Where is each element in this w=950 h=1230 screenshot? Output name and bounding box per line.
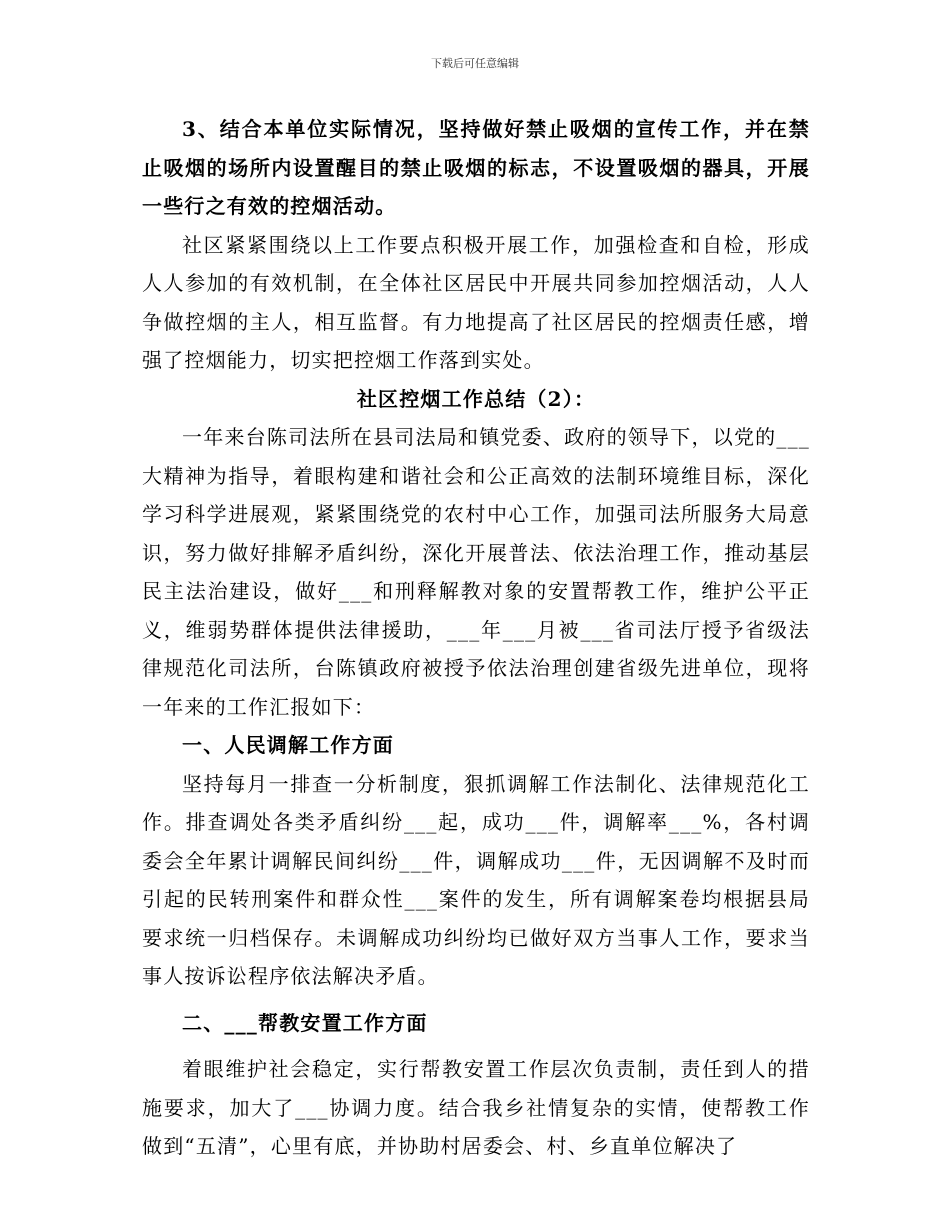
paragraph-mediation: 坚持每月一排查一分析制度，狠抓调解工作法制化、法律规范化工作。排查调处各类矛盾纠纷___起，成功___件，调解率___%，各村调委会全年累计调解民间纠纷___件，调解成功___件，无因调解不及时而引起的民转刑案件和群众性___案件的发生，所有调解案卷均根据县局要求统一归档保存。未调解成功纠纷均已做好双方当事人工作，要求当事人按诉讼程序依法解决矛盾。 [142, 771, 810, 988]
paragraph-intro: 一年来台陈司法所在县司法局和镇党委、政府的领导下，以党的___大精神为指导，着眼构建和谐社会和公正高效的法制环境维目标，深化学习科学进展观，紧紧围绕党的农村中心工作，加强司法所服务大局意识，努力做好排解矛盾纠纷，深化开展普法、依法治理工作，推动基层民主法治建设，做好___和刑释解教对象的安置帮教工作，维护公平正义，维弱势群体提供法律援助，___年___月被___省司法厅授予省级法律规范化司法所，台陈镇政府被授予依法治理创建省级先进单位，现将一年来的工作汇报如下： [142, 425, 810, 719]
heading-mediation: 一、人民调解工作方面 [182, 733, 394, 757]
paragraph-summary: 社区紧紧围绕以上工作要点积极开展工作，加强检查和自检，形成人人参加的有效机制，在全体社区居民中开展共同参加控烟活动，人人争做控烟的主人，相互监督。有力地提高了社区居民的控烟责任感，增强了控烟能力，切实把控烟工作落到实处。 [142, 232, 810, 372]
section-title: 社区控烟工作总结（2）： [356, 386, 596, 411]
document-body [142, 110, 810, 1166]
heading-resettlement: 二、___帮教安置工作方面 [182, 1010, 428, 1035]
paragraph-item-3: 3、结合本单位实际情况，坚持做好禁止吸烟的宣传工作，并在禁止吸烟的场所内设置醒目的禁止吸烟的标志，不设置吸烟的器具，开展一些行之有效的控烟活动。 [142, 117, 810, 218]
paragraph-resettlement: 着眼维护社会稳定，实行帮教安置工作层次负责制，责任到人的措施要求，加大了___协调力度。结合我乡社情复杂的实情，使帮教工作做到“五清”，心里有底，并协助村居委会、村、乡直单位解决了 [142, 1057, 810, 1158]
page-header-note: 下载后可任意编辑 [431, 57, 519, 70]
